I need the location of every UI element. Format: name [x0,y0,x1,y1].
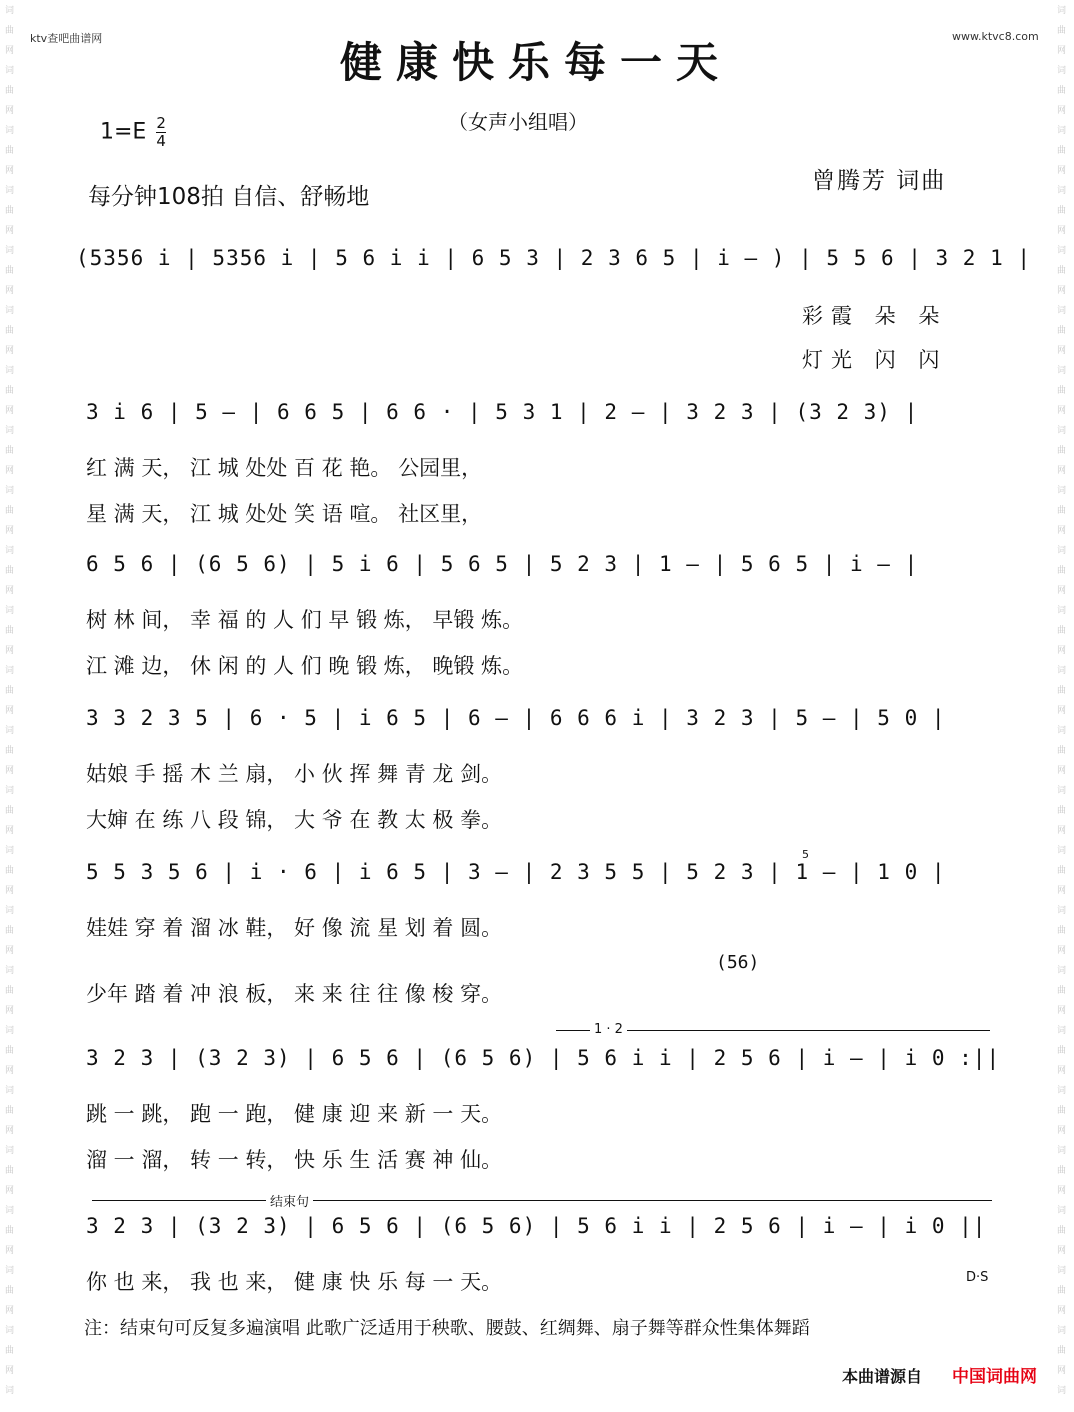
side-mark: 网 [5,646,15,656]
ending-label: 结束句 [266,1191,313,1210]
side-mark: 网 [5,106,15,116]
side-mark: 曲 [1057,506,1067,516]
lyric-row-4-verse-2: 大婶 在 练 八 段 锦， 大 爷 在 教 太 极 拳。 [86,808,503,832]
side-mark: 词 [5,786,15,796]
time-bottom: 4 [156,132,166,150]
lyric-row-5-verse-1: 娃娃 穿 着 溜 冰 鞋， 好 像 流 星 划 着 圆。 [86,916,503,940]
side-mark: 曲 [1057,26,1067,36]
side-mark: 网 [5,1366,15,1376]
side-mark: 词 [1057,1206,1067,1216]
side-mark: 曲 [5,746,15,756]
side-mark: 网 [1057,586,1067,596]
side-mark: 曲 [1057,1106,1067,1116]
source-label: 本曲谱源自 [842,1367,923,1386]
side-mark: 曲 [1057,86,1067,96]
side-mark: 网 [5,166,15,176]
side-mark: 网 [5,586,15,596]
side-mark: 词 [5,666,15,676]
side-mark: 曲 [5,926,15,936]
notation-row-7: 3 2 3 | (3 2 3) | 6 5 6 | (6 5 6) | 5 6 i i | 2 5 6 | i — | i 0 || [86,1214,987,1238]
side-mark: 曲 [1057,146,1067,156]
subtitle: （女声小组唱） [448,110,588,134]
lyric-row-3-verse-2: 江 滩 边， 休 闲 的 人 们 晚 锻 炼， 晚锻 炼。 [86,654,524,678]
source-site: 中国词曲网 [952,1367,1037,1387]
footnote: 注：结束句可反复多遍演唱 此歌广泛适用于秧歌、腰鼓、红绸舞、扇子舞等群众性集体舞蹈 [84,1318,810,1339]
side-mark: 词 [5,426,15,436]
ending-bracket-line [92,1200,992,1201]
lyric-row-2-verse-2: 星 满 天， 江 城 处处 笑 语 喧。 社区里， [86,502,483,526]
watermark-right: www.ktvc8.com [952,30,1039,43]
side-mark: 网 [1057,226,1067,236]
notation-row-6: 3 2 3 | (3 2 3) | 6 5 6 | (6 5 6) | 5 6 i i | 2 5 6 | i — | i 0 :|| [86,1046,1001,1070]
side-mark: 曲 [5,1106,15,1116]
side-mark: 词 [5,186,15,196]
volta-label: 1 · 2 [590,1022,627,1037]
side-mark: 曲 [1057,806,1067,816]
lyric-row-4-verse-1: 姑娘 手 摇 木 兰 扇， 小 伙 挥 舞 青 龙 剑。 [86,762,503,786]
side-mark: 词 [1057,6,1067,16]
side-mark: 网 [5,226,15,236]
lyric-row-6-verse-2: 溜 一 溜， 转 一 转， 快 乐 生 活 赛 神 仙。 [86,1148,503,1172]
side-mark: 曲 [5,626,15,636]
side-mark: 曲 [1057,266,1067,276]
notation-row-1: (5356 i | 5356 i | 5 6 i i | 6 5 3 | 2 3 6 5 | i — ) | 5 5 6 | 3 2 1 | [76,246,1032,270]
side-mark: 网 [5,46,15,56]
side-mark: 曲 [1057,866,1067,876]
side-mark: 曲 [1057,1046,1067,1056]
side-mark: 曲 [1057,1166,1067,1176]
left-side-watermark [2,0,20,1412]
side-mark: 词 [1057,1266,1067,1276]
side-mark: 词 [1057,246,1067,256]
side-mark: 词 [1057,1026,1067,1036]
side-mark: 网 [5,946,15,956]
side-mark: 曲 [1057,326,1067,336]
side-mark: 曲 [1057,1286,1067,1296]
side-mark: 词 [5,1386,15,1396]
side-mark: 词 [1057,666,1067,676]
side-mark: 词 [5,546,15,556]
author-credit: 曾腾芳 词曲 [812,168,947,194]
side-mark: 网 [5,1186,15,1196]
side-mark: 曲 [5,26,15,36]
side-mark: 词 [5,906,15,916]
side-mark: 词 [1057,306,1067,316]
side-mark: 词 [5,66,15,76]
side-mark: 词 [1057,1146,1067,1156]
time-top: 2 [156,114,166,132]
side-mark: 词 [1057,726,1067,736]
side-mark: 网 [5,1066,15,1076]
lyric-row-3-verse-1: 树 林 间， 幸 福 的 人 们 早 锻 炼， 早锻 炼。 [86,608,524,632]
side-mark: 词 [1057,126,1067,136]
side-mark: 网 [1057,886,1067,896]
side-mark: 词 [5,486,15,496]
side-mark: 词 [5,1026,15,1036]
side-mark: 曲 [1057,446,1067,456]
grace-note: 5 [802,848,809,861]
side-mark: 词 [5,966,15,976]
side-mark: 词 [1057,366,1067,376]
side-mark: 网 [5,826,15,836]
side-mark: 词 [1057,486,1067,496]
side-mark: 曲 [5,326,15,336]
side-mark: 词 [5,6,15,16]
side-mark: 曲 [1057,626,1067,636]
side-mark: 网 [5,886,15,896]
lyric-row-2-verse-1: 红 满 天， 江 城 处处 百 花 艳。 公园里， [86,456,483,480]
side-mark: 词 [1057,66,1067,76]
side-mark: 网 [1057,286,1067,296]
side-mark: 词 [5,246,15,256]
side-mark: 网 [5,766,15,776]
side-mark: 曲 [1057,746,1067,756]
side-mark: 曲 [5,806,15,816]
side-mark: 网 [5,466,15,476]
lyric-row-6-verse-1: 跳 一 跳， 跑 一 跑， 健 康 迎 来 新 一 天。 [86,1102,503,1126]
side-mark: 网 [1057,526,1067,536]
side-mark: 词 [5,306,15,316]
side-mark: 曲 [5,386,15,396]
side-mark: 网 [5,706,15,716]
side-mark: 曲 [1057,1346,1067,1356]
tempo-marking: 每分钟108拍 自信、舒畅地 [88,184,370,210]
side-mark: 曲 [5,986,15,996]
page-title: 健康快乐每一天 [340,38,733,87]
lyric-row-7-verse-1: 你 也 来， 我 也 来， 健 康 快 乐 每 一 天。 [86,1270,503,1294]
side-mark: 曲 [1057,206,1067,216]
side-mark: 词 [5,366,15,376]
side-mark: 词 [1057,1326,1067,1336]
side-mark: 曲 [5,266,15,276]
side-mark: 词 [1057,846,1067,856]
side-mark: 网 [5,406,15,416]
side-mark: 网 [1057,466,1067,476]
side-mark: 词 [1057,786,1067,796]
side-mark: 曲 [1057,926,1067,936]
side-mark: 网 [1057,1006,1067,1016]
notation-row-3: 6 5 6 | (6 5 6) | 5 i 6 | 5 6 5 | 5 2 3 | 1 — | 5 6 5 | i — | [86,552,919,576]
side-mark: 词 [1057,606,1067,616]
side-mark: 网 [1057,406,1067,416]
key-signature [100,115,166,150]
side-mark: 曲 [1057,1226,1067,1236]
side-mark: 曲 [5,1286,15,1296]
side-mark: 网 [1057,106,1067,116]
side-mark: 网 [1057,1306,1067,1316]
variant-notes: (56) [716,952,760,973]
side-mark: 网 [1057,766,1067,776]
side-mark: 曲 [1057,566,1067,576]
side-mark: 网 [1057,1066,1067,1076]
side-mark: 曲 [5,866,15,876]
side-mark: 网 [1057,1366,1067,1376]
side-mark: 曲 [5,1226,15,1236]
side-mark: 网 [5,1126,15,1136]
side-mark: 网 [1057,166,1067,176]
notation-row-5: 5 5 3 5 6 | i · 6 | i 6 5 | 3 — | 2 3 5 5 | 5 2 3 | 1 — | 1 0 | [86,860,946,884]
side-mark: 网 [1057,1126,1067,1136]
side-mark: 曲 [5,566,15,576]
side-mark: 词 [5,846,15,856]
side-mark: 曲 [5,686,15,696]
side-mark: 词 [1057,966,1067,976]
side-mark: 曲 [5,506,15,516]
side-mark: 曲 [5,446,15,456]
side-mark: 曲 [5,206,15,216]
side-mark: 词 [5,1206,15,1216]
side-mark: 词 [5,606,15,616]
side-mark: 网 [1057,346,1067,356]
right-side-watermark [1054,0,1072,1412]
side-mark: 曲 [5,1346,15,1356]
side-mark: 词 [1057,906,1067,916]
side-mark: 网 [5,526,15,536]
ds-marking: D·S [966,1270,989,1285]
side-mark: 曲 [1057,386,1067,396]
side-mark: 网 [1057,706,1067,716]
side-mark: 词 [5,126,15,136]
side-mark: 网 [1057,1246,1067,1256]
side-mark: 曲 [1057,686,1067,696]
side-mark: 网 [1057,1186,1067,1196]
side-mark: 词 [5,1086,15,1096]
side-mark: 词 [1057,1386,1067,1396]
side-mark: 网 [1057,646,1067,656]
side-mark: 网 [5,1306,15,1316]
lyric-row-1-verse-1: 彩霞 朵 朵 [802,304,948,328]
side-mark: 网 [1057,946,1067,956]
side-mark: 曲 [5,86,15,96]
side-mark: 网 [5,286,15,296]
side-mark: 网 [1057,826,1067,836]
watermark-left: ktv查吧曲谱网 [30,32,103,45]
side-mark: 词 [1057,186,1067,196]
notation-row-4: 3 3 2 3 5 | 6 · 5 | i 6 5 | 6 — | 6 6 6 i | 3 2 3 | 5 — | 5 0 | [86,706,946,730]
side-mark: 曲 [1057,986,1067,996]
side-mark: 曲 [5,1046,15,1056]
side-mark: 网 [1057,46,1067,56]
side-mark: 曲 [5,1166,15,1176]
lyric-row-5-verse-2: 少年 踏 着 冲 浪 板， 来 来 往 往 像 梭 穿。 [86,982,503,1006]
lyric-row-1-verse-2: 灯光 闪 闪 [802,348,948,372]
side-mark: 网 [5,1006,15,1016]
notation-row-2: 3 i 6 | 5 — | 6 6 5 | 6 6 · | 5 3 1 | 2 — | 3 2 3 | (3 2 3) | [86,400,919,424]
side-mark: 词 [5,1326,15,1336]
side-mark: 网 [5,1246,15,1256]
side-mark: 词 [5,1146,15,1156]
side-mark: 词 [1057,426,1067,436]
side-mark: 词 [5,726,15,736]
side-mark: 词 [5,1266,15,1276]
side-mark: 曲 [5,146,15,156]
side-mark: 词 [1057,1086,1067,1096]
side-mark: 词 [1057,546,1067,556]
side-mark: 网 [5,346,15,356]
key-prefix: 1=E [100,119,147,145]
